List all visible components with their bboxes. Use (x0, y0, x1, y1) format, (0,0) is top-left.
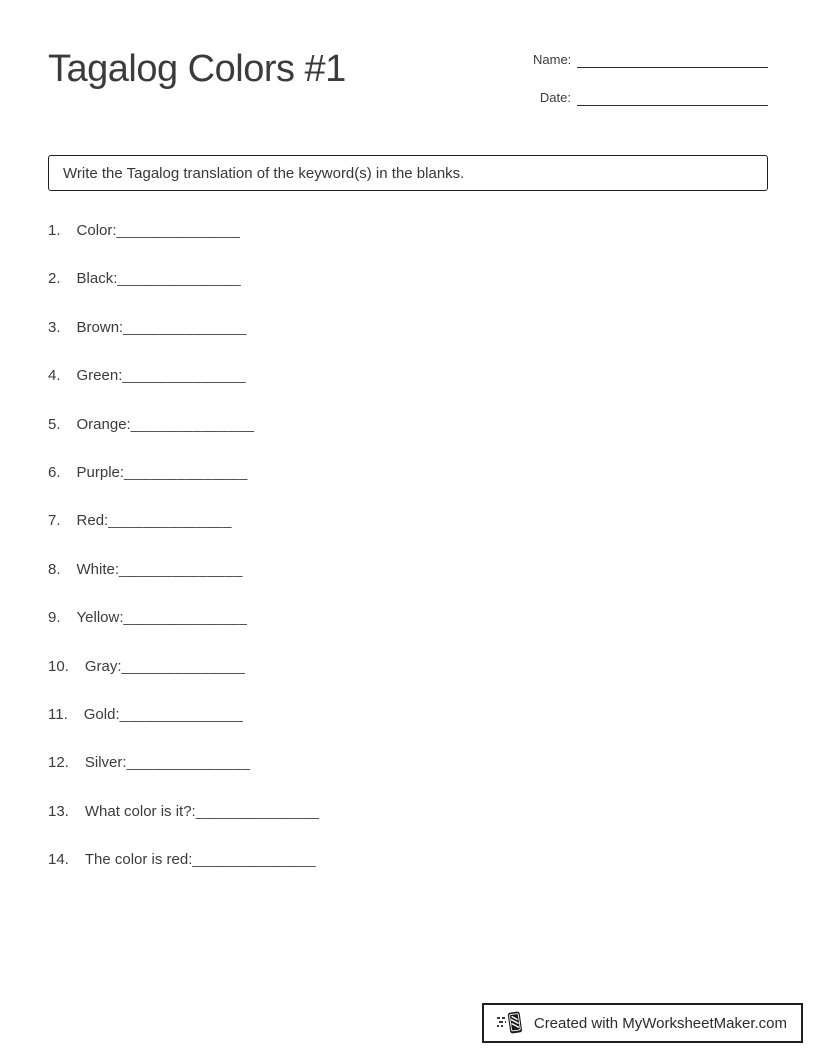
question-row (48, 560, 320, 580)
name-label: Name: (533, 52, 572, 67)
question-number: 6. (48, 463, 61, 481)
question-prompt: What color is it?: (84, 802, 196, 820)
question-number: 4. (48, 367, 61, 385)
question-prompt: The color is red: (84, 851, 193, 869)
answer-blank: ______________ (119, 560, 243, 578)
answer-blank: ______________ (124, 463, 248, 481)
question-list (48, 221, 320, 870)
date-label: Date: (539, 90, 571, 105)
name-field-row (533, 48, 768, 68)
question-number: 10. (48, 657, 69, 675)
question-prompt: Brown: (76, 318, 124, 336)
question-number: 14. (48, 851, 69, 869)
question-prompt: Purple: (76, 463, 125, 481)
question-number: 13. (48, 802, 69, 820)
answer-blank: ______________ (117, 270, 242, 288)
question-row (48, 511, 320, 531)
question-number: 12. (48, 754, 69, 772)
answer-blank: ______________ (108, 512, 232, 530)
question-row (48, 221, 320, 241)
question-row (48, 657, 320, 677)
question-prompt: Orange: (76, 415, 131, 433)
question-row (48, 608, 320, 628)
question-number: 3. (48, 318, 61, 336)
answer-blank: ______________ (130, 415, 255, 433)
question-row (48, 269, 320, 289)
question-number: 1. (48, 222, 61, 239)
answer-blank: ______________ (123, 318, 247, 336)
answer-blank: ______________ (126, 754, 251, 772)
question-row (48, 705, 320, 725)
credit-text: Created with MyWorksheetMaker.com (533, 1014, 787, 1032)
answer-blank: ______________ (116, 222, 241, 239)
question-number: 2. (48, 270, 61, 288)
question-prompt: Red: (76, 512, 109, 530)
question-prompt: Black: (76, 270, 118, 288)
header-fields (533, 48, 768, 106)
instructions-box (48, 155, 768, 191)
question-number: 11. (48, 705, 68, 723)
answer-blank: ______________ (195, 802, 320, 820)
question-prompt: White: (76, 560, 120, 578)
date-blank-line (577, 88, 768, 106)
question-row (48, 318, 320, 338)
question-number: 5. (48, 415, 61, 433)
question-row (48, 366, 320, 386)
question-row (48, 415, 320, 435)
question-prompt: Color: (76, 222, 117, 239)
question-row (48, 753, 320, 773)
question-prompt: Gold: (83, 705, 120, 723)
answer-blank: ______________ (122, 367, 247, 385)
question-prompt: Silver: (84, 754, 127, 772)
name-blank-line (577, 50, 768, 68)
question-number: 8. (48, 560, 61, 578)
instructions-text: Write the Tagalog translation of the keyword(s) in the blanks. (63, 164, 465, 182)
question-prompt: Green: (76, 367, 123, 385)
credit-badge (482, 1003, 803, 1043)
flying-worksheet-icon (496, 1009, 526, 1037)
answer-blank: ______________ (123, 609, 248, 627)
answer-blank: ______________ (119, 705, 244, 723)
question-number: 9. (48, 609, 61, 627)
question-row (48, 850, 320, 870)
question-row (48, 802, 320, 822)
question-row (48, 463, 320, 483)
question-prompt: Yellow: (76, 609, 124, 627)
date-field-row (533, 86, 768, 106)
page-title: Tagalog Colors #1 (48, 48, 346, 90)
question-number: 7. (48, 512, 61, 530)
answer-blank: ______________ (121, 657, 246, 675)
answer-blank: ______________ (192, 851, 317, 869)
question-prompt: Gray: (84, 657, 122, 675)
